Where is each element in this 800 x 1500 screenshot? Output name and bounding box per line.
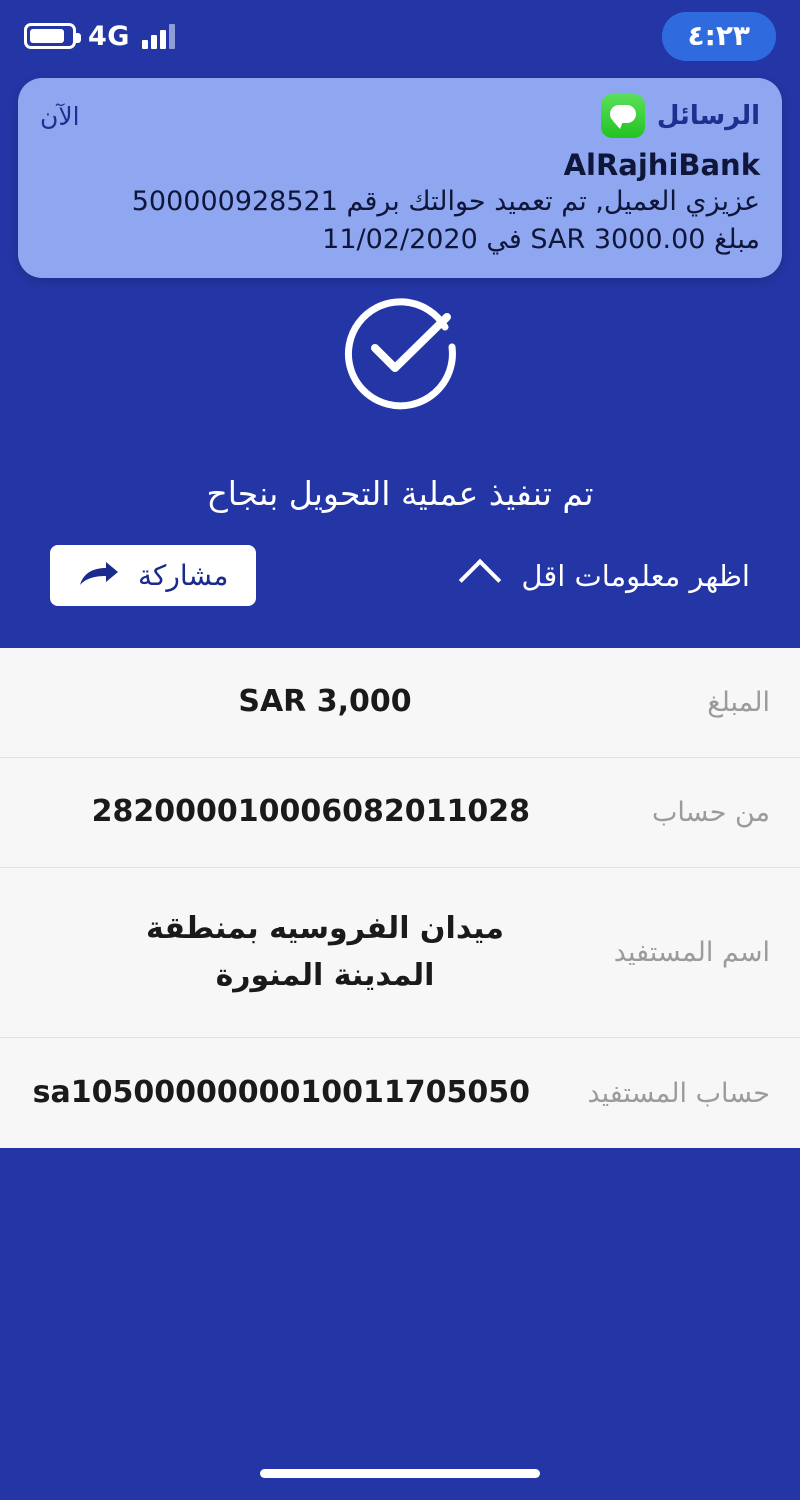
share-button-label: مشاركة — [138, 559, 229, 592]
success-check-icon — [335, 282, 465, 412]
status-bar-clock: ٤:٢٣ — [662, 12, 776, 61]
messages-app-icon — [601, 94, 645, 138]
battery-icon — [24, 23, 76, 49]
battery-level — [30, 29, 64, 43]
show-less-info-label: اظهر معلومات اقل — [521, 558, 750, 593]
row-value-amount: SAR 3,000 — [238, 684, 412, 720]
row-label-amount: المبلغ — [707, 687, 770, 718]
table-row — [0, 868, 800, 1038]
transfer-details-table — [0, 648, 800, 1148]
row-value-beneficiary-name: ميدان الفروسيه بمنطقة المدينة المنورة — [146, 911, 504, 993]
table-row — [0, 648, 800, 758]
row-label-beneficiary-name: اسم المستفيد — [613, 937, 770, 968]
share-button[interactable] — [50, 545, 256, 606]
actions-row — [0, 545, 800, 606]
notification-body-line-2: مبلغ SAR 3000.00 في 11/02/2020 — [322, 223, 760, 255]
status-bar — [0, 0, 800, 72]
table-row — [0, 1038, 800, 1148]
success-message: تم تنفيذ عملية التحويل بنجاح — [206, 474, 594, 513]
notification-header — [40, 94, 760, 138]
notification-timestamp: الآن — [40, 101, 80, 131]
show-less-info-toggle[interactable] — [465, 557, 750, 595]
row-label-from-account: من حساب — [651, 797, 770, 828]
row-value-beneficiary-account: sa1050000000010011705050 — [32, 1074, 530, 1110]
home-indicator[interactable] — [260, 1469, 540, 1478]
row-value-from-account: 282000010006082011028 — [91, 794, 530, 830]
signal-strength-icon — [142, 23, 175, 49]
network-type-label: 4G — [88, 20, 130, 52]
table-row — [0, 758, 800, 868]
bottom-area — [0, 1148, 800, 1500]
notification-app-info — [601, 94, 760, 138]
notification-body-line-1: عزيزي العميل, تم تعميد حوالتك برقم 500000928521 — [131, 186, 760, 217]
transfer-success-section — [0, 270, 800, 513]
notification-sender: AlRajhiBank — [563, 148, 760, 182]
row-label-beneficiary-account: حساب المستفيد — [587, 1077, 770, 1109]
status-bar-left — [24, 21, 175, 52]
share-arrow-icon — [78, 561, 120, 591]
sms-notification-banner[interactable] — [18, 78, 782, 278]
chevron-up-icon — [459, 558, 501, 600]
notification-app-name: الرسائل — [656, 101, 760, 131]
